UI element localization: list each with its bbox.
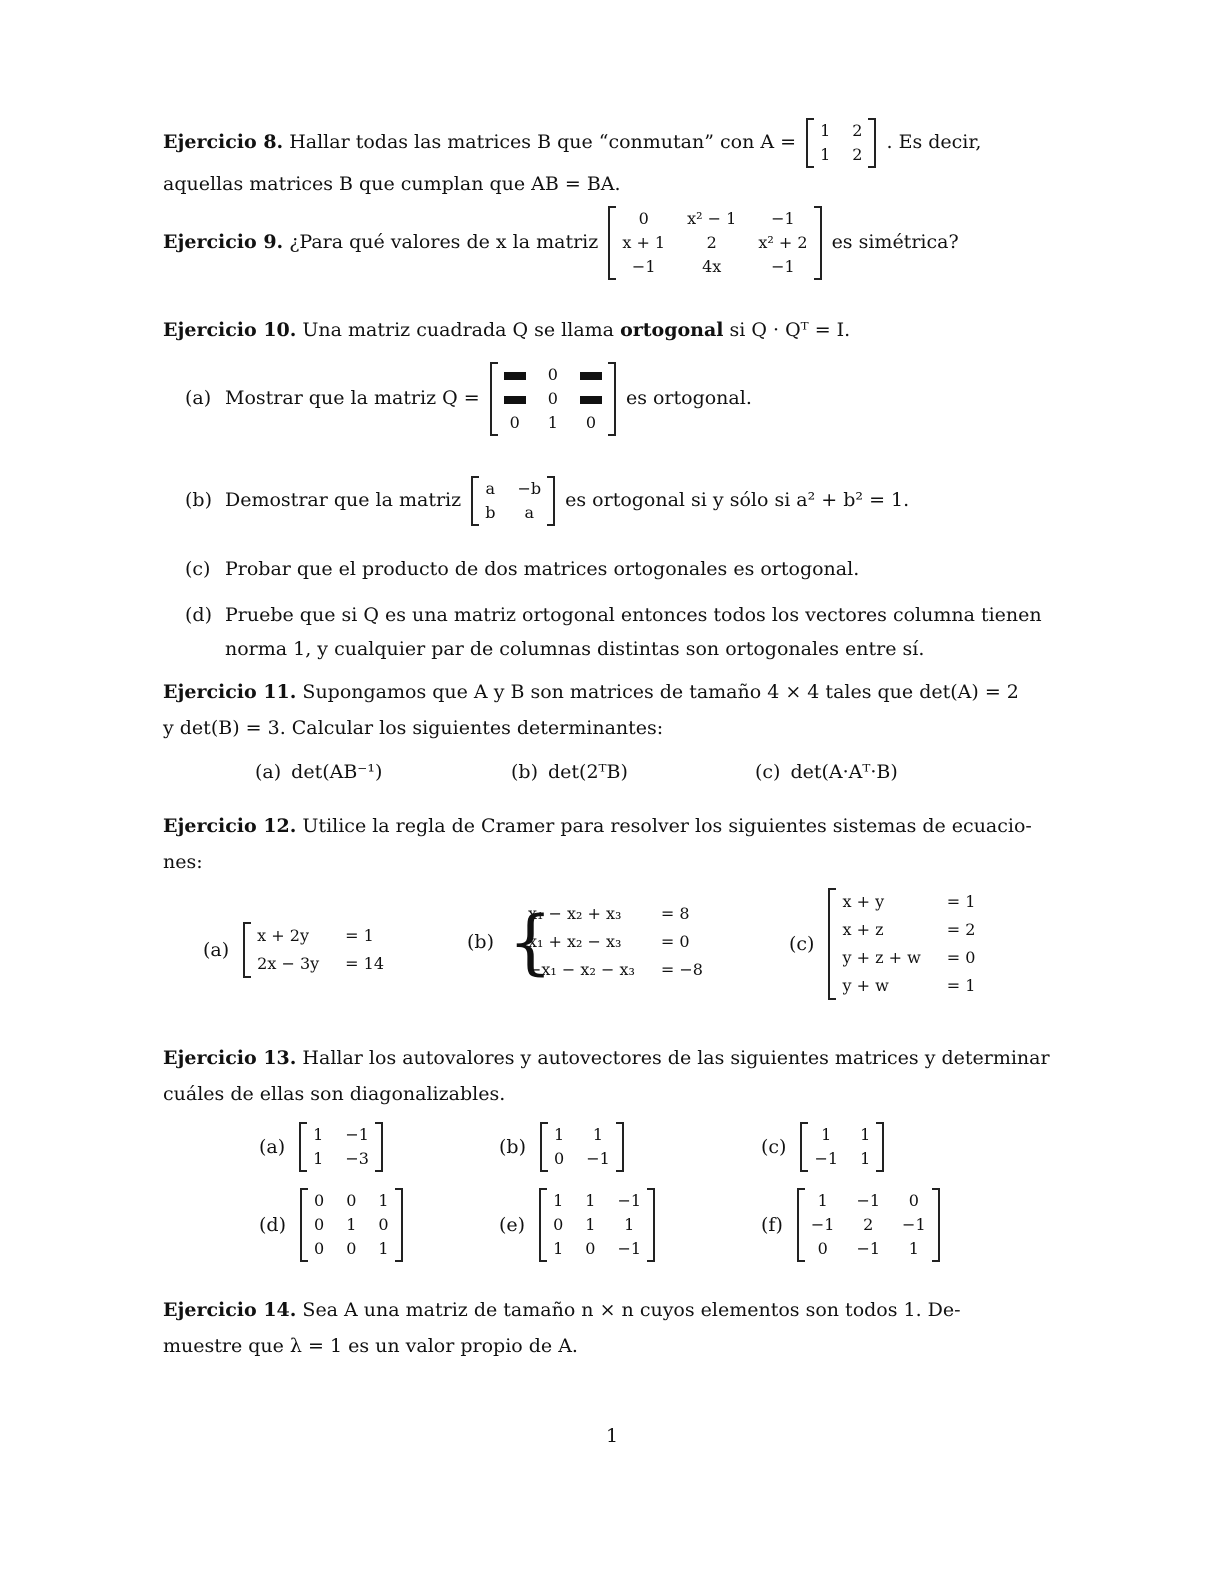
exercise-13-e: (e) 1 1 −1 0 1 1 1 0 −1: [499, 1188, 659, 1262]
exercise-8: [163, 118, 1061, 202]
exercise-11-label: Ejercicio 11.: [163, 681, 297, 703]
exercise-13-d: (d) 0 0 1 0 1 0 0 0 1: [259, 1188, 407, 1262]
exercise-14-label: Ejercicio 14.: [163, 1299, 297, 1321]
exercise-14: Ejercicio 14. Sea A una matriz de tamaño n × n cuyos elementos son todos 1. De- muestre que λ = 1 es un valor propio de A.: [163, 1299, 961, 1357]
exercise-10-c: (c) Probar que el producto de dos matrices ortogonales es ortogonal.: [185, 558, 860, 580]
exercise-13-b: (b) 1 1 0 −1: [499, 1122, 628, 1172]
smudge-mark: [580, 396, 602, 404]
smudge-mark: [504, 372, 526, 380]
exercise-10-a-matrix: 0 0 0 1 0: [490, 362, 616, 436]
exercise-11-c: (c) det(A·Aᵀ·B): [755, 761, 898, 783]
exercise-9-text: ¿Para qué valores de x la matriz: [289, 231, 599, 253]
exercise-8-label: Ejercicio 8.: [163, 131, 284, 153]
exercise-11-items: [163, 754, 1061, 790]
exercise-10-d: (d) Pruebe que si Q es una matriz ortogonal entonces todos los vectores columna tienen norma 1, y cualquier par de columnas distintas son ortogonales entre sí.: [185, 604, 1042, 660]
exercise-9: Ejercicio 9. ¿Para qué valores de x la matriz 0 x² − 1 −1 x + 1 2 x² + 2 −1 4x −1 es simétrica?: [163, 206, 1061, 280]
page-number: 1: [605, 1425, 619, 1447]
exercise-9-label: Ejercicio 9.: [163, 231, 284, 253]
exercise-12-b: (b) { x₁ − x₂ + x₃ = 8 x₁ + x₂ − x₃ = 0 −x₁ − x₂ − x₃ = −8: [467, 901, 703, 983]
exercise-10-a: (a) Mostrar que la matriz Q = 0 0 0 1 0 es ortogonal.: [185, 362, 1061, 436]
exercise-8-text: Hallar todas las matrices B que “conmutan” con A =: [289, 131, 797, 153]
exercise-13-c: (c) 1 1 −1 1: [761, 1122, 888, 1172]
exercise-13-label: Ejercicio 13.: [163, 1047, 297, 1069]
exercise-8-line-1: Ejercicio 8. Hallar todas las matrices B que “conmutan” con A = 1 2 1 2 . Es decir,: [163, 118, 1061, 168]
exercise-10-label: Ejercicio 10.: [163, 319, 297, 341]
document-page: [163, 0, 1061, 1584]
exercise-13-f: (f) 1 −1 0 −1 2 −1 0 −1 1: [761, 1188, 944, 1262]
exercise-9-matrix: 0 x² − 1 −1 x + 1 2 x² + 2 −1 4x −1: [608, 206, 821, 280]
exercise-12-label: Ejercicio 12.: [163, 815, 297, 837]
exercise-10-intro: Ejercicio 10. Una matriz cuadrada Q se llama ortogonal si Q · Qᵀ = I.: [163, 319, 851, 341]
exercise-11-b: (b) det(2ᵀB): [511, 761, 628, 783]
smudge-mark: [580, 372, 602, 380]
exercise-10-b-matrix: a −b b a: [471, 476, 555, 526]
smudge-mark: [504, 396, 526, 404]
exercise-12-c: (c) x + y = 1 x + z = 2 y + z + w = 0 y + w = 1: [789, 888, 985, 1000]
exercise-11: Ejercicio 11. Supongamos que A y B son matrices de tamaño 4 × 4 tales que det(A) = 2 y det(B) = 3. Calcular los siguientes determinantes:: [163, 681, 1019, 739]
exercise-8-line-2: aquellas matrices B que cumplan que AB = BA.: [163, 173, 621, 195]
exercise-11-a: (a) det(AB⁻¹): [255, 761, 383, 783]
exercise-13-a: (a) 1 −1 1 −3: [259, 1122, 387, 1172]
exercise-8-matrix: 1 2 1 2: [806, 118, 876, 168]
exercise-12-a: (a) x + 2y = 1 2x − 3y = 14: [203, 922, 394, 978]
exercise-12: Ejercicio 12. Utilice la regla de Cramer para resolver los siguientes sistemas de ecuacio- nes:: [163, 815, 1032, 873]
exercise-13: Ejercicio 13. Hallar los autovalores y autovectores de las siguientes matrices y determinar cuáles de ellas son diagonalizables.: [163, 1047, 1050, 1105]
exercise-10-b: (b) Demostrar que la matriz a −b b a es ortogonal si y sólo si a² + b² = 1.: [185, 476, 1061, 526]
ortogonal-term: ortogonal: [620, 319, 724, 341]
